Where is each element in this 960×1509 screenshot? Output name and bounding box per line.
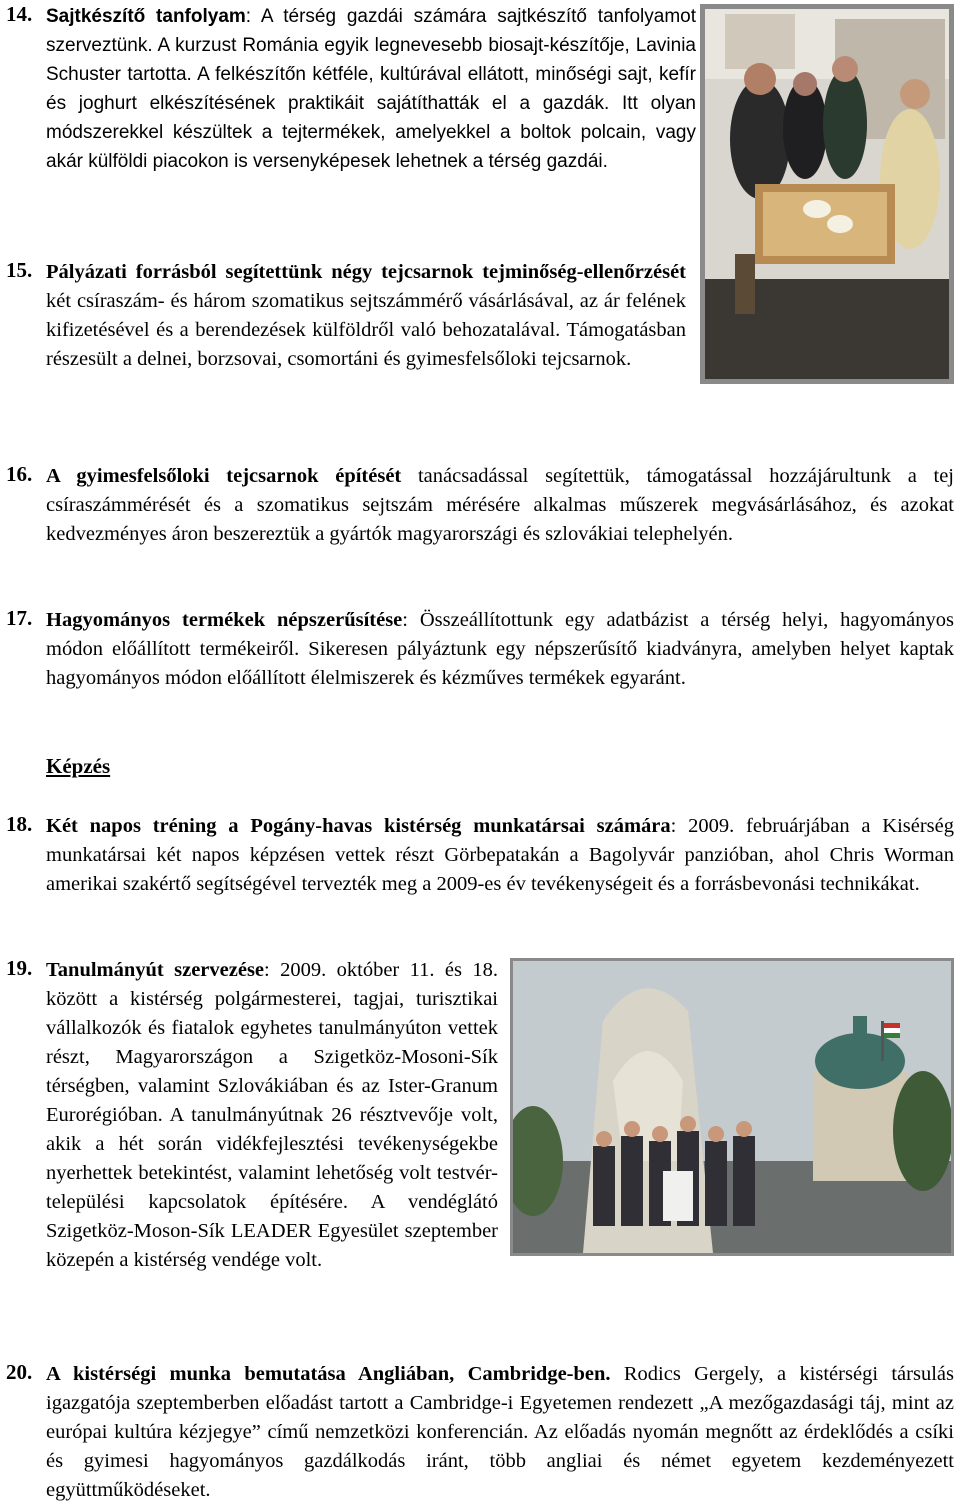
item-text: tanácsadással segítettük, támogatással hozzájárultunk a tej csíraszámmérését és a szomatikus sejtszám mérésére alkalmas műszerek megvásárlásához, és azokat kedvezményes áron beszereztük a gyártók magyarországi és szlovákiai telephelyén. [46, 465, 954, 545]
item-text: : 2009. februárjában a Kisérség munkatársai két napos képzésen vettek részt Görbepatakán a Bagolyvár panzióban, ahol Chris Worman amerikai szakértő segítségével tervezték meg a 2009-es év tevékenységeit és a forrásbevonási technikákat. [46, 815, 954, 895]
item-20 [6, 1360, 954, 1505]
item-paragraph [46, 606, 954, 693]
item-14 [6, 2, 696, 176]
item-title: Pályázati forrásból segítettünk négy tejcsarnok tejminőség-ellenőrzését [46, 261, 686, 283]
item-number: 18. [6, 812, 33, 836]
item-title: Tanulmányút szervezése [46, 959, 265, 981]
item-title: A kistérségi munka bemutatása Angliában, Cambridge-ben. [46, 1363, 611, 1385]
item-number: 16. [6, 462, 33, 486]
item-title: Két napos tréning a Pogány-havas kistérség munkatársai számára [46, 815, 671, 837]
item-number: 17. [6, 606, 33, 630]
item-text: : Összeállítottunk egy adatbázist a térség helyi, hagyományos módon előállított termékeiről. Sikeresen pályáztunk egy népszerűsítő kiadványra, amelyben helyet kaptak hagyományos módon előállított élelmiszerek és kézműves termékek egyaránt. [46, 609, 954, 689]
item-paragraph [46, 812, 954, 899]
item-number: 20. [6, 1360, 33, 1384]
cheese-workshop-photo [700, 4, 954, 384]
item-number: 14. [6, 2, 33, 26]
item-number: 15. [6, 258, 33, 282]
item-text: két csíraszám- és három szomatikus sejtszámmérő vásárlásával, az ár felének kifizetésével és a berendezések külföldről való behozatalával. Támogatásban részesült a delnei, borzsovai, csomortáni és gyimesfelsőloki tejcsarnok. [46, 290, 686, 370]
item-paragraph [46, 258, 686, 374]
item-paragraph [46, 1360, 954, 1505]
photo-spacer [498, 956, 954, 1268]
item-paragraph [46, 2, 696, 176]
item-title: Hagyományos termékek népszerűsítése [46, 609, 403, 631]
item-paragraph [46, 462, 954, 549]
item-18 [6, 812, 954, 899]
item-text: Rodics Gergely, a kistérségi társulás igazgatója szeptemberben előadást tartott a Cambridge-i Egyetemen rendezett „A mezőgazdasági táj, mint az európai kultúra kézjegye” című nemzetközi konferencián. Az előadás nyomán megnőtt az érdeklődés a csíki és gyimesi hagyományos gazdálkodás iránt, több angliai és német egyetem kezdeményezett együttműködéseket. [46, 1363, 954, 1501]
item-15 [6, 258, 686, 374]
item-text: : 2009. október 11. és 18. között a kistérség polgármesterei, tagjai, turisztikai vállalkozók és fiatalok egyhetes tanulmányúton vettek részt, Magyarországon a Szigetköz-Mosoni-Sík térségben, valamint Szlovákiában és az Ister-Granum Eurorégióban. A tanulmányútnak 26 résztvevője volt, akik a hét során vidékfejlesztési tevékenységekbe nyerhettek betekintést, valamint lehetőség volt testvér-települési kapcsolatok építésére. A vendéglátó Szigetköz-Moson-Sík LEADER Egyesület szeptember közepén a kistérség vendége volt. [46, 959, 498, 1271]
item-17 [6, 606, 954, 693]
item-16 [6, 462, 954, 549]
item-number: 19. [6, 956, 33, 980]
item-text: : A térség gazdái számára sajtkészítő tanfolyamot szerveztünk. A kurzust Románia egyik legnevesebb biosajt-készítője, Lavinia Schuster tartotta. A felkészítőn kétféle, kultúrával ellátott, minőségi sajt, kefír és joghurt elkészítésének praktikáit sajátíthatták el a gazdák. Itt olyan módszerekkel készültek a tejtermékek, amelyekkel a boltok polcain, vagy akár külföldi piacokon is versenyképesek lehetnek a térség gazdái. [46, 6, 697, 172]
item-title: A gyimesfelsőloki tejcsarnok építését [46, 465, 402, 487]
section-heading: Képzés [46, 754, 111, 778]
item-title: Sajtkészítő tanfolyam [46, 6, 246, 27]
item-paragraph [46, 956, 954, 1275]
item-19 [6, 956, 954, 1275]
